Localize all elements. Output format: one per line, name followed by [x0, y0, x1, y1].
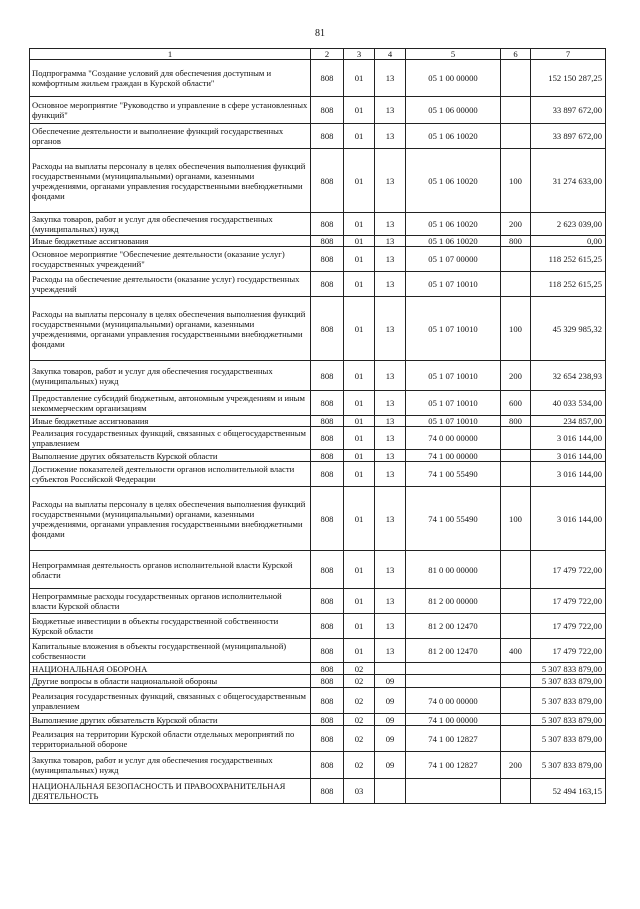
expense-type-cell	[501, 779, 531, 804]
subsection-code-cell: 13	[375, 416, 406, 427]
column-header: 3	[344, 49, 375, 60]
expense-name-cell: Реализация государственных функций, связанных с общегосударственным управлением	[30, 427, 311, 450]
section-code-cell: 01	[344, 416, 375, 427]
subsection-code-cell: 13	[375, 391, 406, 416]
expense-type-cell: 800	[501, 236, 531, 247]
expense-type-cell	[501, 688, 531, 714]
target-article-cell: 81 2 00 12470	[406, 639, 501, 663]
grbs-code-cell: 808	[311, 487, 344, 551]
expense-type-cell	[501, 60, 531, 97]
grbs-code-cell: 808	[311, 361, 344, 391]
amount-cell: 17 479 722,00	[531, 589, 606, 614]
section-code-cell: 01	[344, 551, 375, 589]
expense-type-cell	[501, 714, 531, 726]
expense-name-cell: Расходы на выплаты персоналу в целях обеспечения выполнения функций государственными (муниципальными) органами, казенными учреждениями, органами управления государственными внебюджетными фондами	[30, 487, 311, 551]
section-code-cell: 01	[344, 589, 375, 614]
grbs-code-cell: 808	[311, 726, 344, 752]
grbs-code-cell: 808	[311, 60, 344, 97]
target-article-cell: 05 1 07 10010	[406, 391, 501, 416]
table-row	[30, 60, 606, 97]
amount-cell: 3 016 144,00	[531, 487, 606, 551]
section-code-cell: 02	[344, 688, 375, 714]
grbs-code-cell: 808	[311, 614, 344, 639]
section-code-cell: 01	[344, 391, 375, 416]
subsection-code-cell: 13	[375, 450, 406, 462]
grbs-code-cell: 808	[311, 124, 344, 149]
section-code-cell: 03	[344, 779, 375, 804]
expense-type-cell: 600	[501, 391, 531, 416]
expense-name-cell: Закупка товаров, работ и услуг для обеспечения государственных (муниципальных) нужд	[30, 752, 311, 779]
expense-name-cell: Реализация государственных функций, связанных с общегосударственным управлением	[30, 688, 311, 714]
amount-cell: 45 329 985,32	[531, 297, 606, 361]
grbs-code-cell: 808	[311, 247, 344, 272]
subsection-code-cell: 13	[375, 462, 406, 487]
expense-name-cell: Непрограммные расходы государственных органов исполнительной власти Курской области	[30, 589, 311, 614]
expense-name-cell: Иные бюджетные ассигнования	[30, 416, 311, 427]
target-article-cell: 74 0 00 00000	[406, 688, 501, 714]
section-code-cell: 01	[344, 272, 375, 297]
target-article-cell: 74 1 00 00000	[406, 714, 501, 726]
amount-cell: 40 033 534,00	[531, 391, 606, 416]
amount-cell: 5 307 833 879,00	[531, 752, 606, 779]
grbs-code-cell: 808	[311, 416, 344, 427]
expense-type-cell	[501, 614, 531, 639]
table-row	[30, 714, 606, 726]
table-row	[30, 675, 606, 688]
table-row	[30, 213, 606, 236]
section-code-cell: 01	[344, 97, 375, 124]
grbs-code-cell: 808	[311, 272, 344, 297]
section-code-cell: 01	[344, 487, 375, 551]
amount-cell: 3 016 144,00	[531, 450, 606, 462]
subsection-code-cell: 13	[375, 589, 406, 614]
subsection-code-cell: 09	[375, 726, 406, 752]
amount-cell: 5 307 833 879,00	[531, 688, 606, 714]
target-article-cell: 05 1 06 10020	[406, 149, 501, 213]
grbs-code-cell: 808	[311, 391, 344, 416]
section-code-cell: 02	[344, 726, 375, 752]
section-code-cell: 01	[344, 60, 375, 97]
target-article-cell: 74 1 00 12827	[406, 726, 501, 752]
table-row	[30, 124, 606, 149]
target-article-cell: 05 1 07 10010	[406, 361, 501, 391]
expense-name-cell: Реализация на территории Курской области отдельных мероприятий по территориальной обороне	[30, 726, 311, 752]
target-article-cell: 74 1 00 00000	[406, 450, 501, 462]
grbs-code-cell: 808	[311, 297, 344, 361]
budget-table	[29, 48, 606, 804]
target-article-cell: 05 1 06 10020	[406, 236, 501, 247]
table-row	[30, 726, 606, 752]
amount-cell: 3 016 144,00	[531, 427, 606, 450]
target-article-cell	[406, 663, 501, 675]
amount-cell: 31 274 633,00	[531, 149, 606, 213]
expense-name-cell: Предоставление субсидий бюджетным, автономным учреждениям и иным некоммерческим организациям	[30, 391, 311, 416]
expense-type-cell	[501, 675, 531, 688]
subsection-code-cell: 13	[375, 149, 406, 213]
subsection-code-cell: 13	[375, 297, 406, 361]
grbs-code-cell: 808	[311, 779, 344, 804]
table-row	[30, 752, 606, 779]
section-code-cell: 01	[344, 149, 375, 213]
amount-cell: 5 307 833 879,00	[531, 726, 606, 752]
subsection-code-cell: 13	[375, 639, 406, 663]
expense-type-cell	[501, 663, 531, 675]
expense-name-cell: Основное мероприятие "Обеспечение деятельности (оказание услуг) государственных учреждений"	[30, 247, 311, 272]
expense-name-cell: Достижение показателей деятельности органов исполнительной власти субъектов Российской Федерации	[30, 462, 311, 487]
target-article-cell	[406, 675, 501, 688]
expense-type-cell: 400	[501, 639, 531, 663]
amount-cell: 5 307 833 879,00	[531, 714, 606, 726]
subsection-code-cell: 13	[375, 236, 406, 247]
table-row	[30, 247, 606, 272]
expense-name-cell: Закупка товаров, работ и услуг для обеспечения государственных (муниципальных) нужд	[30, 213, 311, 236]
column-number-row	[30, 49, 606, 60]
grbs-code-cell: 808	[311, 714, 344, 726]
amount-cell: 2 623 039,00	[531, 213, 606, 236]
amount-cell: 234 857,00	[531, 416, 606, 427]
section-code-cell: 01	[344, 462, 375, 487]
expense-name-cell: Бюджетные инвестиции в объекты государственной собственности Курской области	[30, 614, 311, 639]
expense-type-cell	[501, 462, 531, 487]
section-code-cell: 02	[344, 714, 375, 726]
table-row	[30, 272, 606, 297]
grbs-code-cell: 808	[311, 551, 344, 589]
amount-cell: 152 150 287,25	[531, 60, 606, 97]
amount-cell: 118 252 615,25	[531, 247, 606, 272]
expense-type-cell	[501, 726, 531, 752]
table-row	[30, 589, 606, 614]
expense-type-cell: 100	[501, 149, 531, 213]
table-row	[30, 416, 606, 427]
amount-cell: 17 479 722,00	[531, 614, 606, 639]
subsection-code-cell: 09	[375, 688, 406, 714]
column-header: 1	[30, 49, 311, 60]
grbs-code-cell: 808	[311, 450, 344, 462]
subsection-code-cell: 13	[375, 361, 406, 391]
expense-type-cell	[501, 247, 531, 272]
section-code-cell: 01	[344, 213, 375, 236]
target-article-cell: 05 1 06 00000	[406, 97, 501, 124]
amount-cell: 0,00	[531, 236, 606, 247]
expense-name-cell: Расходы на обеспечение деятельности (оказание услуг) государственных учреждений	[30, 272, 311, 297]
expense-name-cell: Непрограммная деятельность органов исполнительной власти Курской области	[30, 551, 311, 589]
target-article-cell: 74 1 00 55490	[406, 462, 501, 487]
target-article-cell: 81 0 00 00000	[406, 551, 501, 589]
expense-type-cell: 200	[501, 361, 531, 391]
grbs-code-cell: 808	[311, 688, 344, 714]
amount-cell: 118 252 615,25	[531, 272, 606, 297]
amount-cell: 32 654 238,93	[531, 361, 606, 391]
target-article-cell: 74 0 00 00000	[406, 427, 501, 450]
expense-type-cell	[501, 97, 531, 124]
expense-type-cell: 800	[501, 416, 531, 427]
amount-cell: 52 494 163,15	[531, 779, 606, 804]
section-code-cell: 01	[344, 124, 375, 149]
grbs-code-cell: 808	[311, 462, 344, 487]
table-row	[30, 688, 606, 714]
expense-type-cell	[501, 124, 531, 149]
expense-name-cell: НАЦИОНАЛЬНАЯ БЕЗОПАСНОСТЬ И ПРАВООХРАНИТЕЛЬНАЯ ДЕЯТЕЛЬНОСТЬ	[30, 779, 311, 804]
section-code-cell: 01	[344, 427, 375, 450]
grbs-code-cell: 808	[311, 97, 344, 124]
section-code-cell: 01	[344, 236, 375, 247]
target-article-cell: 74 1 00 12827	[406, 752, 501, 779]
expense-name-cell: Обеспечение деятельности и выполнение функций государственных органов	[30, 124, 311, 149]
section-code-cell: 01	[344, 639, 375, 663]
table-row	[30, 450, 606, 462]
section-code-cell: 01	[344, 247, 375, 272]
amount-cell: 33 897 672,00	[531, 124, 606, 149]
table-row	[30, 639, 606, 663]
expense-name-cell: Выполнение других обязательств Курской области	[30, 450, 311, 462]
expense-type-cell	[501, 450, 531, 462]
expense-type-cell: 100	[501, 297, 531, 361]
subsection-code-cell	[375, 779, 406, 804]
grbs-code-cell: 808	[311, 427, 344, 450]
subsection-code-cell: 13	[375, 427, 406, 450]
amount-cell: 5 307 833 879,00	[531, 675, 606, 688]
grbs-code-cell: 808	[311, 236, 344, 247]
column-header: 2	[311, 49, 344, 60]
grbs-code-cell: 808	[311, 213, 344, 236]
table-row	[30, 97, 606, 124]
table-row	[30, 551, 606, 589]
target-article-cell: 81 2 00 12470	[406, 614, 501, 639]
table-row	[30, 427, 606, 450]
amount-cell: 17 479 722,00	[531, 551, 606, 589]
expense-name-cell: Закупка товаров, работ и услуг для обеспечения государственных (муниципальных) нужд	[30, 361, 311, 391]
column-header: 6	[501, 49, 531, 60]
subsection-code-cell: 13	[375, 97, 406, 124]
grbs-code-cell: 808	[311, 639, 344, 663]
grbs-code-cell: 808	[311, 589, 344, 614]
page-number: 81	[315, 28, 325, 39]
table-row	[30, 663, 606, 675]
section-code-cell: 02	[344, 675, 375, 688]
table-row	[30, 297, 606, 361]
column-header: 7	[531, 49, 606, 60]
section-code-cell: 02	[344, 752, 375, 779]
section-code-cell: 02	[344, 663, 375, 675]
table-row	[30, 462, 606, 487]
subsection-code-cell: 13	[375, 60, 406, 97]
target-article-cell: 05 1 06 10020	[406, 213, 501, 236]
amount-cell: 33 897 672,00	[531, 97, 606, 124]
target-article-cell: 05 1 07 10010	[406, 416, 501, 427]
column-header: 5	[406, 49, 501, 60]
expense-type-cell	[501, 589, 531, 614]
amount-cell: 5 307 833 879,00	[531, 663, 606, 675]
subsection-code-cell: 13	[375, 551, 406, 589]
target-article-cell: 05 1 07 00000	[406, 247, 501, 272]
table-row	[30, 149, 606, 213]
target-article-cell: 05 1 06 10020	[406, 124, 501, 149]
amount-cell: 17 479 722,00	[531, 639, 606, 663]
grbs-code-cell: 808	[311, 149, 344, 213]
expense-type-cell	[501, 272, 531, 297]
grbs-code-cell: 808	[311, 752, 344, 779]
expense-name-cell: Расходы на выплаты персоналу в целях обеспечения выполнения функций государственными (муниципальными) органами, казенными учреждениями, органами управления государственными внебюджетными фондами	[30, 149, 311, 213]
subsection-code-cell: 13	[375, 614, 406, 639]
expense-type-cell	[501, 427, 531, 450]
subsection-code-cell: 09	[375, 752, 406, 779]
expense-type-cell: 200	[501, 213, 531, 236]
subsection-code-cell: 13	[375, 272, 406, 297]
table-row	[30, 391, 606, 416]
subsection-code-cell	[375, 663, 406, 675]
amount-cell: 3 016 144,00	[531, 462, 606, 487]
expense-type-cell: 100	[501, 487, 531, 551]
table-row	[30, 236, 606, 247]
subsection-code-cell: 13	[375, 247, 406, 272]
section-code-cell: 01	[344, 361, 375, 391]
target-article-cell: 05 1 00 00000	[406, 60, 501, 97]
expense-name-cell: Капитальные вложения в объекты государственной (муниципальной) собственности	[30, 639, 311, 663]
expense-name-cell: Расходы на выплаты персоналу в целях обеспечения выполнения функций государственными (муниципальными) органами, казенными учреждениями, органами управления государственными внебюджетными фондами	[30, 297, 311, 361]
expense-name-cell: Другие вопросы в области национальной обороны	[30, 675, 311, 688]
target-article-cell: 81 2 00 00000	[406, 589, 501, 614]
expense-name-cell: Основное мероприятие "Руководство и управление в сфере установленных функций"	[30, 97, 311, 124]
expense-name-cell: Выполнение других обязательств Курской области	[30, 714, 311, 726]
table-row	[30, 779, 606, 804]
expense-name-cell: НАЦИОНАЛЬНАЯ ОБОРОНА	[30, 663, 311, 675]
subsection-code-cell: 13	[375, 487, 406, 551]
target-article-cell: 05 1 07 10010	[406, 297, 501, 361]
section-code-cell: 01	[344, 450, 375, 462]
column-header: 4	[375, 49, 406, 60]
subsection-code-cell: 09	[375, 675, 406, 688]
subsection-code-cell: 13	[375, 124, 406, 149]
table-row	[30, 487, 606, 551]
table-row	[30, 361, 606, 391]
subsection-code-cell: 13	[375, 213, 406, 236]
target-article-cell: 05 1 07 10010	[406, 272, 501, 297]
subsection-code-cell: 09	[375, 714, 406, 726]
expense-name-cell: Подпрограмма "Создание условий для обеспечения доступным и комфортным жильем граждан в Курской области"	[30, 60, 311, 97]
grbs-code-cell: 808	[311, 675, 344, 688]
expense-name-cell: Иные бюджетные ассигнования	[30, 236, 311, 247]
table-row	[30, 614, 606, 639]
expense-type-cell: 200	[501, 752, 531, 779]
expense-type-cell	[501, 551, 531, 589]
target-article-cell	[406, 779, 501, 804]
section-code-cell: 01	[344, 297, 375, 361]
target-article-cell: 74 1 00 55490	[406, 487, 501, 551]
section-code-cell: 01	[344, 614, 375, 639]
grbs-code-cell: 808	[311, 663, 344, 675]
